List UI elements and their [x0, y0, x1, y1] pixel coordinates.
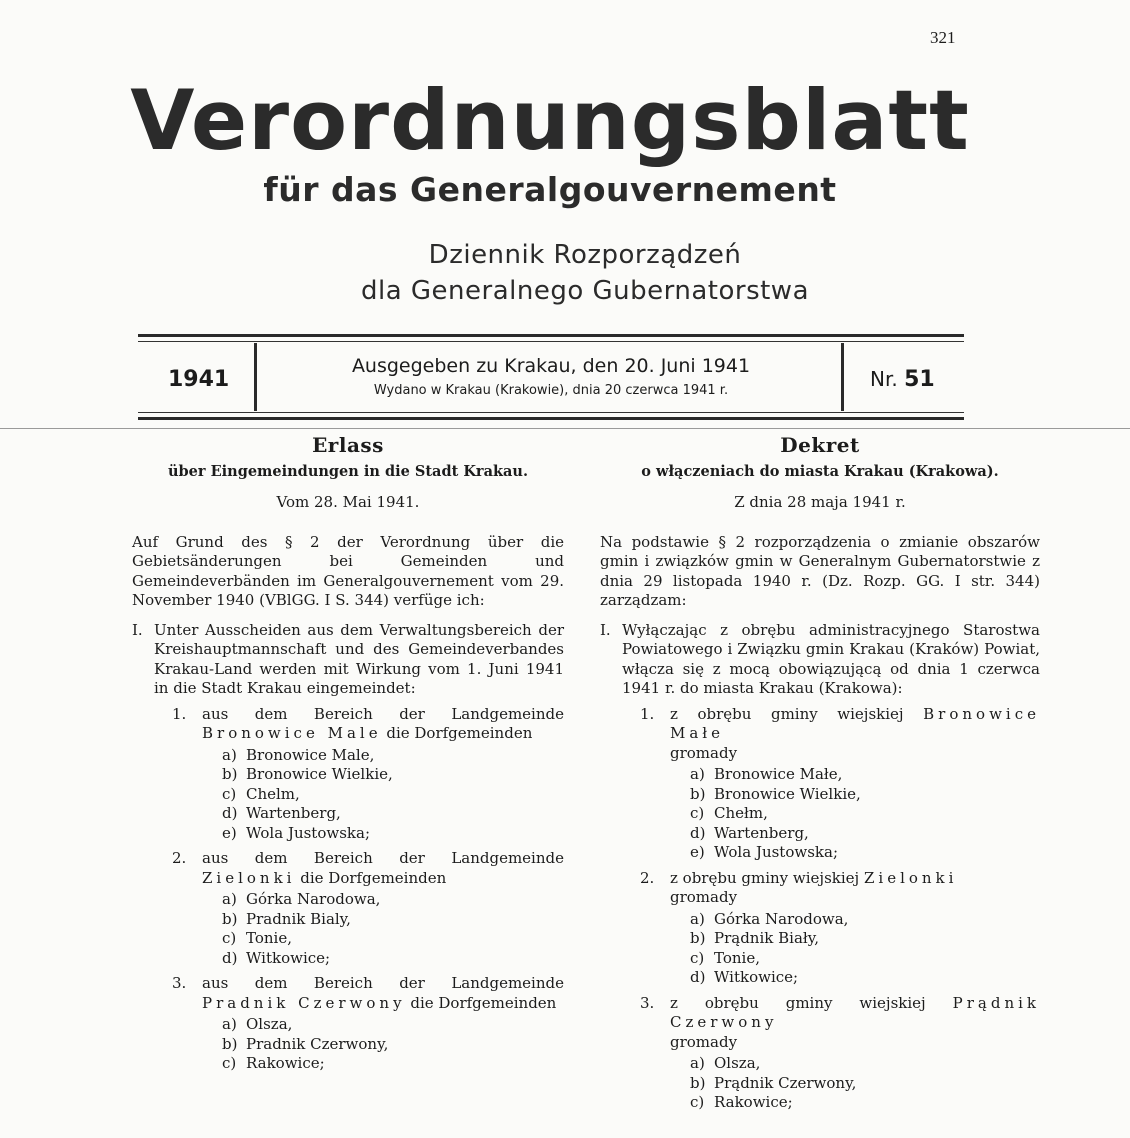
section-text: Unter Ausscheiden aus dem Verwaltungsbereich der Kreishauptmannschaft und des Gemeindeverbandes Krakau-Land werden mit Wirkung vom 1. Juni 1941 in die Stadt Krakau eingemeindet: [154, 620, 564, 697]
issue-number-value: 51 [904, 367, 935, 392]
decree-intro: Auf Grund des § 2 der Verordnung über die Gebietsänderungen bei Gemeinden und Gemeindeverbänden im Generalgouvernement vom 29. November 1940 (VBlGG. I S. 344) verfüge ich: [132, 532, 564, 609]
item-number: 1. [172, 704, 187, 723]
sub-list [222, 890, 564, 968]
sub-item: c) Chełm, [690, 804, 768, 822]
decree-subheading: o włączeniach do miasta Krakau (Krakowa). [641, 462, 999, 480]
issued-date-polish: Wydano w Krakau (Krakowie), dnia 20 czerwca 1941 r. [373, 383, 729, 398]
sub-item: b) Bronowice Wielkie, [690, 784, 861, 803]
sub-item: b) Pradnik Bialy, [222, 909, 351, 928]
list-item [640, 705, 1040, 764]
item-number: 2. [172, 849, 187, 867]
decree-date: Vom 28. Mai 1941. [276, 493, 420, 511]
decree-date: Z dnia 28 maja 1941 r. [734, 493, 906, 511]
sub-item: a) Olsza, [690, 1054, 761, 1072]
list-item [640, 869, 1040, 908]
divider [841, 343, 844, 411]
section-number: I. [600, 620, 611, 639]
list-item [640, 994, 1040, 1053]
sub-list [690, 910, 1040, 988]
section-i [132, 621, 564, 699]
sub-item: c) Tonie, [222, 929, 292, 947]
item-text: aus dem Bereich der Landgemeinde Bronowice Male die Dorfgemeinden [202, 704, 564, 742]
decree-heading: Dekret [780, 433, 860, 457]
sub-item: d) Witkowice; [222, 948, 331, 967]
sub-item: b) Bronowice Wielkie, [222, 765, 393, 783]
item-number: 1. [640, 704, 655, 723]
masthead-polish-title-1: Dziennik Rozporządzeń [428, 240, 742, 270]
sub-item: c) Rakowice; [222, 1054, 325, 1072]
issue-info-bar [138, 334, 964, 420]
sub-list [222, 746, 564, 844]
issue-number [870, 367, 935, 392]
german-decree-column [132, 433, 564, 1074]
sub-item: d) Witkowice; [690, 968, 799, 986]
issued-date-german: Ausgegeben zu Krakau, den 20. Juni 1941 [351, 355, 751, 377]
sub-item: e) Wola Justowska; [222, 823, 370, 842]
sub-item: c) Tonie, [690, 948, 760, 967]
page-number: 321 [930, 28, 956, 47]
masthead-subtitle: für das Generalgouvernement [263, 170, 837, 209]
sub-item: c) Rakowice; [690, 1093, 793, 1111]
item-text: z obrębu gminy wiejskiej Prądnik Czerwony gromady [670, 993, 1040, 1051]
sub-item: d) Wartenberg, [690, 823, 809, 842]
sub-list [690, 1054, 1040, 1113]
sub-item: a) Olsza, [222, 1015, 293, 1033]
masthead-polish-title-2: dla Generalnego Gubernatorstwa [360, 276, 810, 306]
decree-intro: Na podstawie § 2 rozporządzenia o zmianie obszarów gmin i związków gmin w Generalnym Gubernatorstwie z dnia 29 listopada 1940 r. (Dz. Rozp. GG. I str. 344) zarządzam: [600, 532, 1040, 609]
sub-item: c) Chelm, [222, 784, 300, 803]
sub-item: a) Górka Narodowa, [690, 909, 849, 928]
sub-item: a) Bronowice Male, [222, 745, 375, 764]
sub-list [690, 765, 1040, 863]
item-text: z obrębu gminy wiejskiej Bronowice Małe gromady [670, 704, 1040, 762]
item-text: aus dem Bereich der Landgemeinde Zielonki die Dorfgemeinden [202, 849, 564, 887]
item-text: aus dem Bereich der Landgemeinde Pradnik Czerwony die Dorfgemeinden [202, 974, 564, 1012]
sub-list [222, 1015, 564, 1074]
item-text: z obrębu gminy wiejskiej Zielonki gromady [670, 868, 958, 906]
item-number: 2. [640, 868, 655, 887]
item-number: 3. [640, 993, 655, 1012]
sub-item: e) Wola Justowska; [690, 843, 838, 861]
list-item [172, 974, 564, 1013]
item-number: 3. [172, 974, 187, 992]
polish-decree-column [600, 433, 1040, 1113]
page-fold-line [0, 428, 1130, 429]
sub-item: a) Górka Narodowa, [222, 890, 381, 908]
sub-item: b) Prądnik Biały, [690, 929, 819, 947]
section-number: I. [132, 620, 143, 639]
decree-heading: Erlass [312, 433, 384, 457]
section-i [600, 621, 1040, 699]
decree-subheading: über Eingemeindungen in die Stadt Krakau. [168, 462, 528, 480]
sub-item: d) Wartenberg, [222, 804, 341, 822]
list-item [172, 849, 564, 888]
section-text: Wyłączając z obrębu administracyjnego Starostwa Powiatowego i Związku gmin Krakau (Kraków) Powiat, włącza się z mocą obowiązującą od dnia 1 czerwca 1941 r. do miasta Krakau (Krakowa): [622, 620, 1040, 697]
sub-item: a) Bronowice Małe, [690, 765, 843, 783]
sub-item: b) Prądnik Czerwony, [690, 1073, 857, 1092]
list-item [172, 705, 564, 744]
issue-year: 1941 [168, 367, 230, 392]
masthead-title: Verordnungsblatt [130, 72, 970, 169]
divider [254, 343, 257, 411]
sub-item: b) Pradnik Czerwony, [222, 1034, 389, 1053]
issue-number-label: Nr. [870, 367, 898, 391]
